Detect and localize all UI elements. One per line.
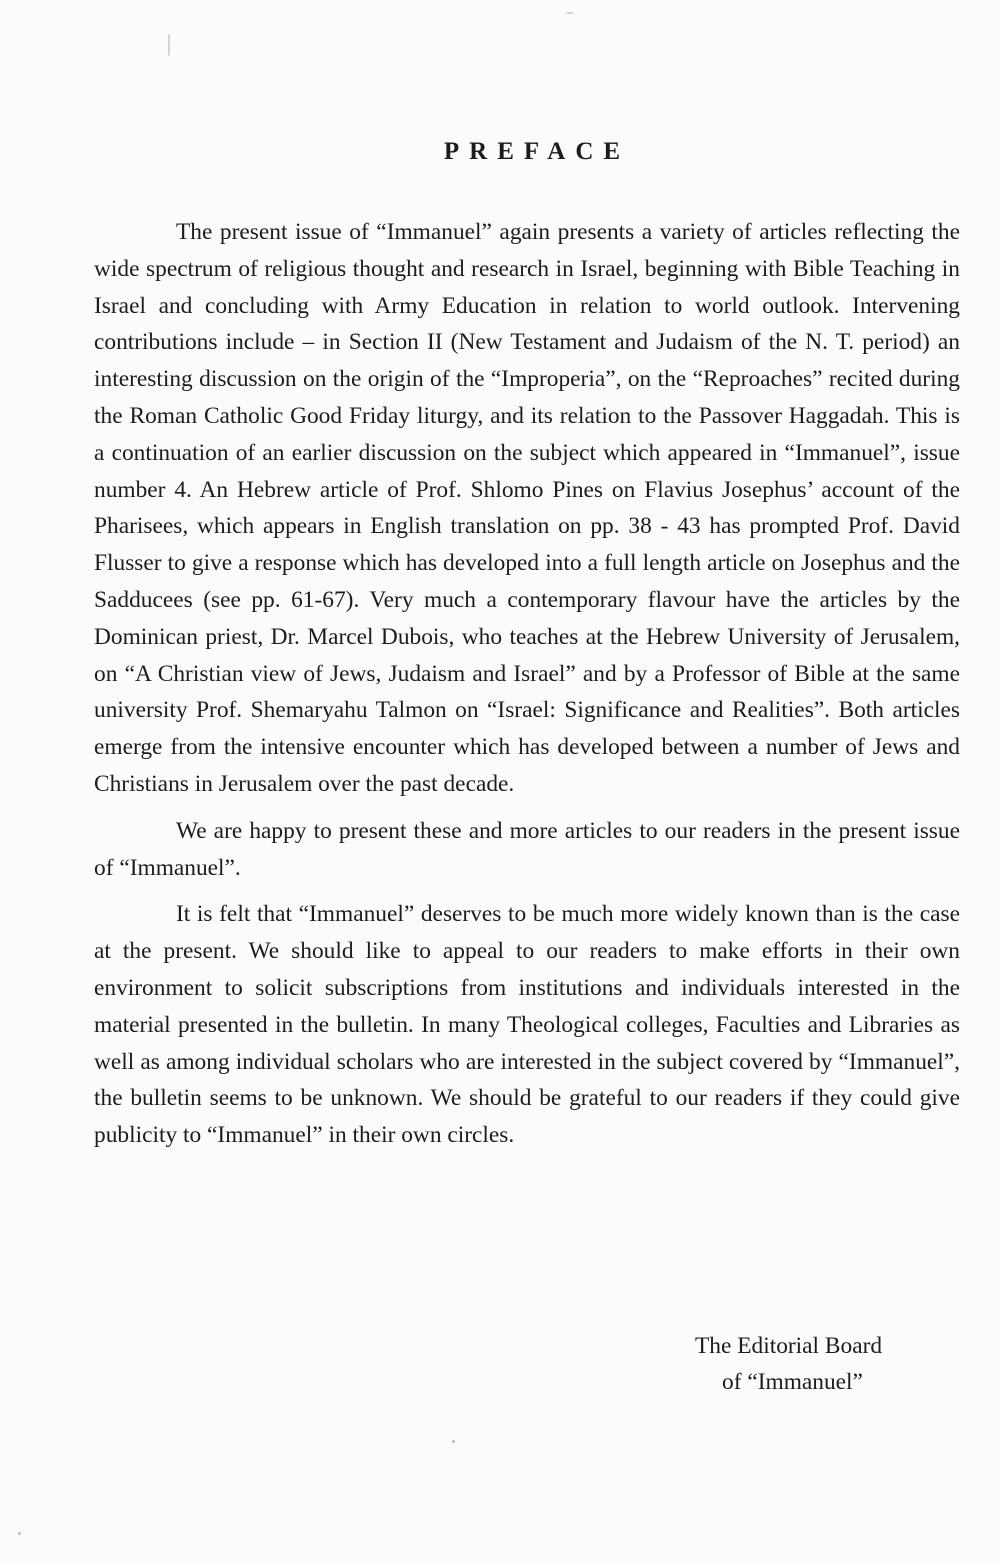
paper-speck <box>18 1532 21 1535</box>
paragraph-3: It is felt that “Immanuel” deserves to be much more widely known than is the case at the present. We should like to appeal to our readers to make efforts in their own environment to solicit subscriptions from institutions and individuals interested in the material presented in the bulletin. In many Theological colleges, Faculties and Libraries as well as among individual scholars who are interested in the subject covered by “Immanuel”, the bulletin seems to be unknown. We should be grateful to our readers if they could give publicity to “Immanuel” in their own circles. <box>94 901 960 1149</box>
paper-speck <box>168 34 170 56</box>
signature-line-2: of “Immanuel” <box>722 1369 863 1395</box>
paper-speck <box>566 12 574 14</box>
paper-speck <box>452 1440 455 1443</box>
page-title: PREFACE <box>443 138 631 165</box>
signature-line-1: The Editorial Board <box>695 1333 883 1359</box>
paragraph-2: We are happy to present these and more articles to our readers in the present issue of “Immanuel”. <box>94 817 960 881</box>
preface-body <box>94 214 960 1164</box>
signature-block <box>680 1328 940 1400</box>
paragraph-1: The present issue of “Immanuel” again presents a variety of articles reflecting the wide spectrum of religious thought and research in Israel, beginning with Bible Teaching in Israel and concluding with Army Education in relation to world outlook. Intervening contributions include – in Section II (New Testament and Judaism of the N. T. period) an interesting discussion on the origin of the “Improperia”, on the “Reproaches” recited during the Roman Catholic Good Friday liturgy, and its relation to the Passover Haggadah. This is a continuation of an earlier discussion on the subject which appeared in “Immanuel”, issue number 4. An Hebrew article of Prof. Shlomo Pines on Flavius Josephus’ account of the Pharisees, which appears in English translation on pp. 38 - 43 has prompted Prof. David Flusser to give a response which has developed into a full length article on Josephus and the Sadducees (see pp. 61-67). Very much a contemporary flavour have the articles by the Dominican priest, Dr. Marcel Dubois, who teaches at the Hebrew University of Jerusalem, on “A Christian view of Jews, Judaism and Israel” and by a Professor of Bible at the same university Prof. Shemaryahu Talmon on “Israel: Significance and Realities”. Both articles emerge from the intensive encounter which has developed between a number of Jews and Christians in Jerusalem over the past decade. <box>94 219 960 797</box>
